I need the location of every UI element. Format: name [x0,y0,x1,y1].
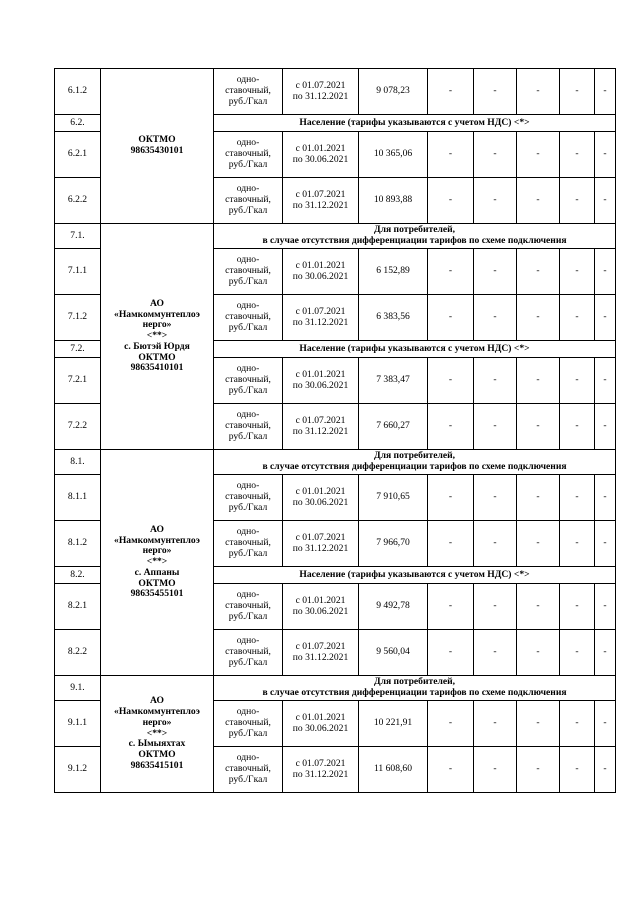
period: с 01.07.2021 по 31.12.2021 [283,747,359,793]
empty-value: - [595,630,616,676]
empty-value: - [474,132,517,178]
rate-type: одно- ставочный, руб./Гкал [214,584,283,630]
table-row [55,69,616,115]
tariff-value: 10 221,91 [359,701,428,747]
empty-value: - [517,69,560,115]
tariff-value: 7 966,70 [359,521,428,567]
empty-value: - [595,69,616,115]
empty-value: - [560,69,595,115]
tariff-value: 10 893,88 [359,178,428,224]
period: с 01.07.2021 по 31.12.2021 [283,69,359,115]
rate-type: одно- ставочный, руб./Гкал [214,404,283,450]
row-code: 8.2.2 [55,630,101,676]
row-code: 8.2. [55,567,101,584]
row-code: 6.1.2 [55,69,101,115]
period: с 01.01.2021 по 30.06.2021 [283,249,359,295]
empty-value: - [428,630,474,676]
empty-value: - [560,521,595,567]
tariff-value: 6 383,56 [359,295,428,341]
section-heading: Для потребителей, в случае отсутствия дифференциации тарифов по схеме подключения [214,676,616,701]
period: с 01.01.2021 по 30.06.2021 [283,701,359,747]
empty-value: - [560,178,595,224]
period: с 01.01.2021 по 30.06.2021 [283,475,359,521]
supplier-cell: АО «Намкоммунтеплоэ нерго» <**> с. Ымыяхтах ОКТМО 98635415101 [101,676,214,793]
empty-value: - [595,747,616,793]
empty-value: - [560,249,595,295]
empty-value: - [517,701,560,747]
empty-value: - [560,358,595,404]
period: с 01.07.2021 по 31.12.2021 [283,178,359,224]
tariff-value: 7 910,65 [359,475,428,521]
period: с 01.01.2021 по 30.06.2021 [283,132,359,178]
tariff-value: 10 365,06 [359,132,428,178]
empty-value: - [474,69,517,115]
empty-value: - [474,178,517,224]
empty-value: - [595,178,616,224]
period: с 01.07.2021 по 31.12.2021 [283,630,359,676]
rate-type: одно- ставочный, руб./Гкал [214,358,283,404]
rate-type: одно- ставочный, руб./Гкал [214,295,283,341]
row-code: 6.2.1 [55,132,101,178]
empty-value: - [517,358,560,404]
period: с 01.07.2021 по 31.12.2021 [283,404,359,450]
section-heading: Население (тарифы указываются с учетом НДС) <*> [214,341,616,358]
empty-value: - [595,521,616,567]
period: с 01.01.2021 по 30.06.2021 [283,584,359,630]
empty-value: - [517,747,560,793]
empty-value: - [517,584,560,630]
rate-type: одно- ставочный, руб./Гкал [214,475,283,521]
empty-value: - [474,701,517,747]
row-code: 9.1.1 [55,701,101,747]
tariff-value: 9 492,78 [359,584,428,630]
section-row [55,450,616,475]
empty-value: - [474,358,517,404]
empty-value: - [428,584,474,630]
empty-value: - [560,132,595,178]
empty-value: - [474,404,517,450]
rate-type: одно- ставочный, руб./Гкал [214,521,283,567]
empty-value: - [474,295,517,341]
row-code: 7.2.2 [55,404,101,450]
rate-type: одно- ставочный, руб./Гкал [214,747,283,793]
empty-value: - [595,249,616,295]
empty-value: - [474,521,517,567]
section-heading: Для потребителей, в случае отсутствия дифференциации тарифов по схеме подключения [214,450,616,475]
section-heading: Население (тарифы указываются с учетом НДС) <*> [214,567,616,584]
tariff-value: 9 078,23 [359,69,428,115]
tariff-value: 7 383,47 [359,358,428,404]
row-code: 6.2.2 [55,178,101,224]
empty-value: - [474,249,517,295]
row-code: 8.2.1 [55,584,101,630]
row-code: 9.1. [55,676,101,701]
empty-value: - [474,630,517,676]
period: с 01.01.2021 по 30.06.2021 [283,358,359,404]
empty-value: - [428,747,474,793]
empty-value: - [474,747,517,793]
row-code: 7.2. [55,341,101,358]
rate-type: одно- ставочный, руб./Гкал [214,701,283,747]
empty-value: - [595,584,616,630]
row-code: 8.1.2 [55,521,101,567]
supplier-cell: АО «Намкоммунтеплоэ нерго» <**> с. Аппаны ОКТМО 98635455101 [101,450,214,676]
empty-value: - [428,249,474,295]
empty-value: - [474,475,517,521]
tariff-value: 11 608,60 [359,747,428,793]
empty-value: - [595,701,616,747]
row-code: 6.2. [55,115,101,132]
tariff-table [54,68,616,793]
rate-type: одно- ставочный, руб./Гкал [214,178,283,224]
empty-value: - [560,584,595,630]
empty-value: - [595,132,616,178]
empty-value: - [428,358,474,404]
tariff-value: 9 560,04 [359,630,428,676]
empty-value: - [560,630,595,676]
empty-value: - [428,521,474,567]
empty-value: - [595,475,616,521]
empty-value: - [517,475,560,521]
period: с 01.07.2021 по 31.12.2021 [283,295,359,341]
empty-value: - [517,630,560,676]
tariff-table-body [55,69,616,793]
row-code: 7.1.1 [55,249,101,295]
empty-value: - [428,69,474,115]
empty-value: - [474,584,517,630]
empty-value: - [560,475,595,521]
empty-value: - [560,404,595,450]
row-code: 7.1.2 [55,295,101,341]
empty-value: - [595,295,616,341]
empty-value: - [517,132,560,178]
empty-value: - [595,358,616,404]
section-row [55,676,616,701]
empty-value: - [560,747,595,793]
empty-value: - [428,178,474,224]
empty-value: - [517,404,560,450]
empty-value: - [517,521,560,567]
row-code: 8.1.1 [55,475,101,521]
rate-type: одно- ставочный, руб./Гкал [214,69,283,115]
empty-value: - [428,701,474,747]
row-code: 9.1.2 [55,747,101,793]
section-heading: Для потребителей, в случае отсутствия дифференциации тарифов по схеме подключения [214,224,616,249]
rate-type: одно- ставочный, руб./Гкал [214,132,283,178]
section-heading: Население (тарифы указываются с учетом НДС) <*> [214,115,616,132]
tariff-value: 6 152,89 [359,249,428,295]
tariff-value: 7 660,27 [359,404,428,450]
supplier-cell: ОКТМО 98635430101 [101,69,214,224]
row-code: 7.2.1 [55,358,101,404]
period: с 01.07.2021 по 31.12.2021 [283,521,359,567]
empty-value: - [428,404,474,450]
empty-value: - [428,295,474,341]
empty-value: - [428,132,474,178]
empty-value: - [560,701,595,747]
section-row [55,224,616,249]
rate-type: одно- ставочный, руб./Гкал [214,249,283,295]
empty-value: - [517,295,560,341]
empty-value: - [428,475,474,521]
supplier-cell: АО «Намкоммунтеплоэ нерго» <**> с. Бютэй Юрдя ОКТМО 98635410101 [101,224,214,450]
empty-value: - [517,178,560,224]
empty-value: - [595,404,616,450]
row-code: 8.1. [55,450,101,475]
empty-value: - [560,295,595,341]
row-code: 7.1. [55,224,101,249]
empty-value: - [517,249,560,295]
rate-type: одно- ставочный, руб./Гкал [214,630,283,676]
